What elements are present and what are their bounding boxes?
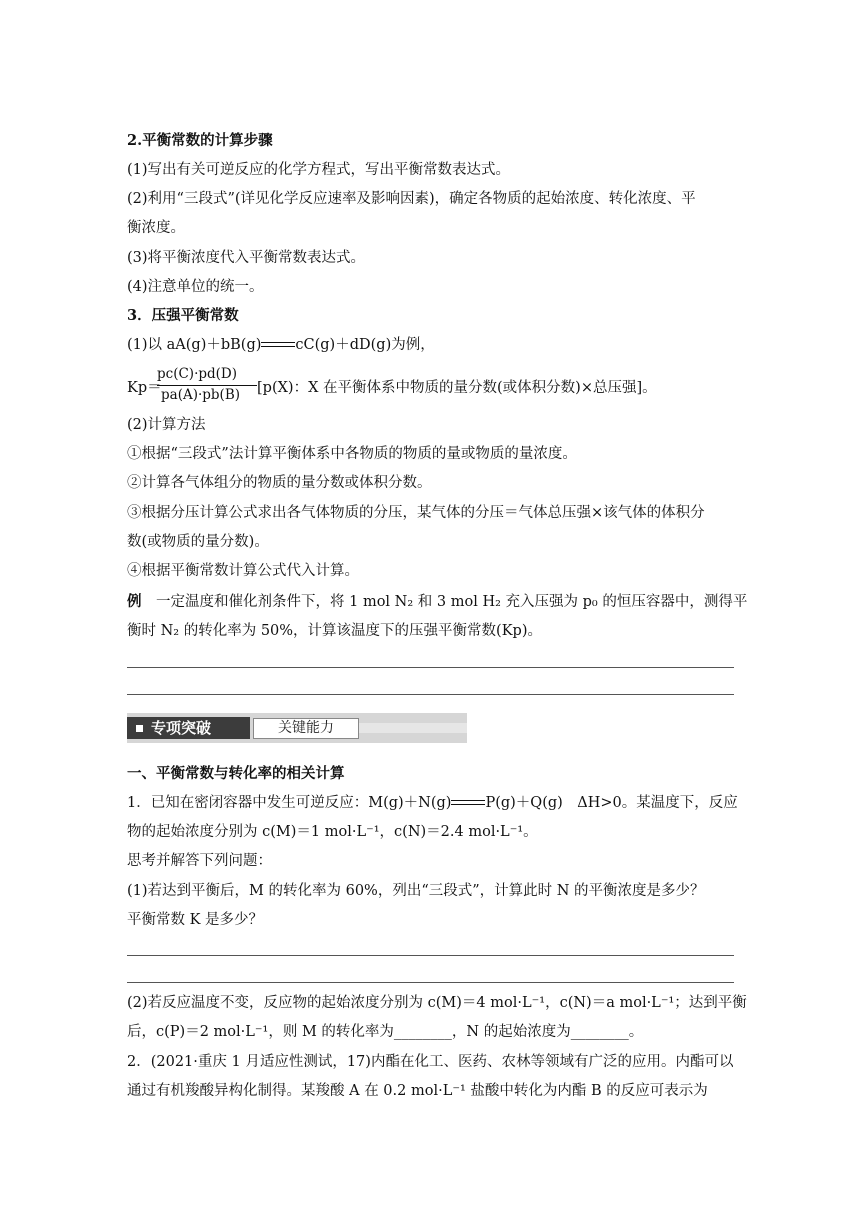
square-bullet-icon: [136, 725, 143, 732]
section-2-step-2: (2)利用“三段式”(详见化学反应速率及影响因素)，确定各物质的起始浓度、转化浓度、平: [127, 191, 696, 207]
q1-reaction-left: 1．已知在密闭容器中发生可逆反应：M(g)＋N(g): [127, 795, 452, 811]
question-1-line-1: [127, 793, 738, 813]
kp-note: [p(X)：X 在平衡体系中物质的量分数(或体积分数)×总压强]。: [257, 380, 657, 396]
section-2-step-4: (4)注意单位的统一。: [127, 279, 264, 295]
reaction-left: (1)以 aA(g)＋bB(g): [127, 337, 262, 353]
kp-numerator: pc(C)·pd(D): [157, 366, 237, 382]
section-3-item-1: [127, 335, 435, 355]
q1-reaction-right: P(g)＋Q(g) ΔH>0。某温度下，反应: [485, 795, 738, 811]
question-1-sub-1-cont: 平衡常数 K 是多少？: [127, 912, 264, 928]
method-1: ①根据“三段式”法计算平衡体系中各物质的物质的量或物质的量浓度。: [127, 446, 577, 462]
method-3: ③根据分压计算公式求出各气体物质的分压，某气体的分压＝气体总压强×该气体的体积分: [127, 505, 705, 521]
section-2-title: 2.平衡常数的计算步骤: [127, 132, 273, 149]
section-2-step-1: (1)写出有关可逆反应的化学方程式，写出平衡常数表达式。: [127, 162, 511, 178]
method-4: ④根据平衡常数计算公式代入计算。: [127, 563, 359, 579]
section-banner: [127, 713, 467, 743]
equilibrium-arrow-icon: [451, 798, 485, 808]
section-2-step-3: (3)将平衡浓度代入平衡常数表达式。: [127, 250, 366, 266]
section-2-step-2-cont: 衡浓度。: [127, 220, 185, 236]
kp-denominator: pa(A)·pb(B): [161, 387, 241, 403]
question-1-sub-2-cont: 后，c(P)＝2 mol·L⁻¹，则 M 的转化率为________，N 的起始浓度为________。: [127, 1024, 644, 1040]
question-1-line-2: 物的起始浓度分别为 c(M)＝1 mol·L⁻¹，c(N)＝2.4 mol·L⁻¹。: [127, 824, 538, 840]
method-2: ②计算各气体组分的物质的量分数或体积分数。: [127, 475, 432, 491]
part-1-heading: 一、平衡常数与转化率的相关计算: [127, 765, 345, 782]
question-1-sub-1: (1)若达到平衡后，M 的转化率为 60%，列出“三段式”，计算此时 N 的平衡浓度是多少？: [127, 883, 705, 899]
answer-line: [127, 955, 734, 956]
banner-strip: [359, 723, 467, 733]
answer-line: [127, 694, 734, 695]
example-text-1: 一定温度和催化剂条件下，将 1 mol N₂ 和 3 mol H₂ 充入压强为 p₀ 的恒压容器中，测得平: [156, 594, 748, 610]
section-3-title: 3．压强平衡常数: [127, 307, 239, 324]
answer-line: [127, 667, 734, 668]
section-3-item-2: (2)计算方法: [127, 417, 206, 433]
fraction-bar: [157, 385, 257, 386]
example-label: 例: [127, 593, 142, 610]
banner-dark-tab: [127, 717, 250, 739]
answer-line: [127, 982, 734, 983]
banner-dark-label: 专项突破: [151, 719, 212, 737]
example-line-1: [127, 592, 747, 612]
banner-light-label: 关键能力: [253, 718, 359, 739]
reaction-right: cC(g)＋dD(g)为例，: [295, 337, 435, 353]
kp-label: Kp＝: [127, 380, 162, 396]
example-line-2: 衡时 N₂ 的转化率为 50%，计算该温度下的压强平衡常数(Kp)。: [127, 623, 542, 639]
question-2-line-1: 2．(2021·重庆 1 月适应性测试，17)内酯在化工、医药、农林等领域有广泛的应用。内酯可以: [127, 1054, 734, 1070]
equilibrium-arrow-icon: [261, 340, 295, 350]
question-1-line-3: 思考并解答下列问题：: [127, 853, 272, 869]
method-3-cont: 数(或物质的量分数)。: [127, 534, 269, 550]
question-1-sub-2: (2)若反应温度不变，反应物的起始浓度分别为 c(M)＝4 mol·L⁻¹，c(N)＝a mol·L⁻¹；达到平衡: [127, 995, 747, 1011]
question-2-line-2: 通过有机羧酸异构化制得。某羧酸 A 在 0.2 mol·L⁻¹ 盐酸中转化为内酯 B 的反应可表示为: [127, 1083, 708, 1099]
